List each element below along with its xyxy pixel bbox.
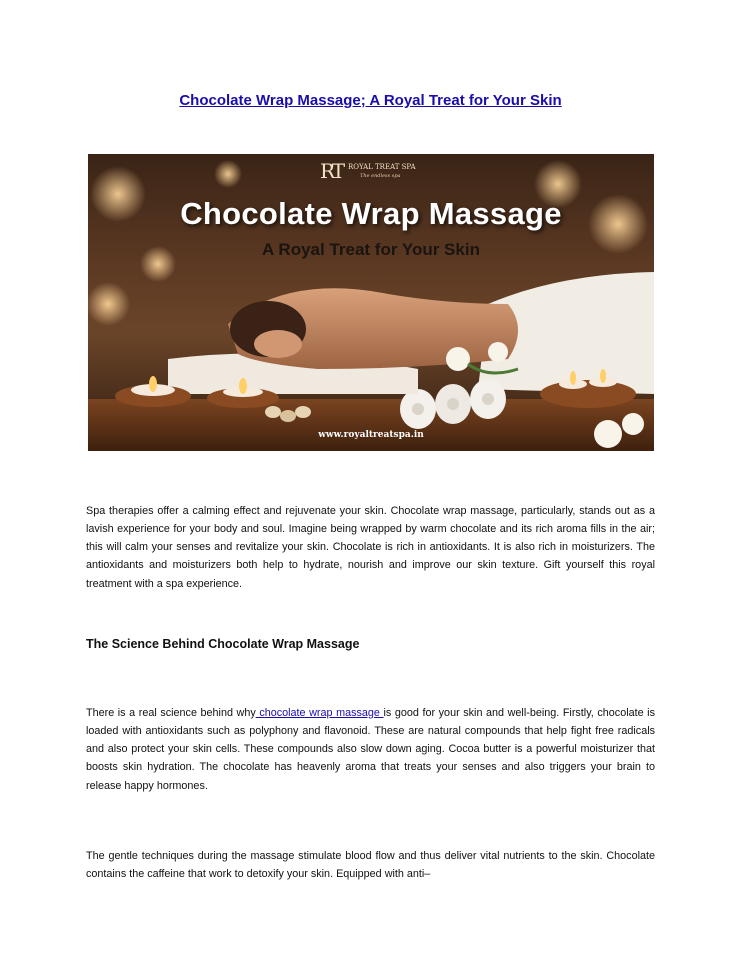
hero-subtitle: A Royal Treat for Your Skin: [262, 240, 480, 259]
logo-name: ROYAL TREAT SPA: [348, 163, 416, 171]
document-title-link[interactable]: Chocolate Wrap Massage; A Royal Treat for Your Skin: [179, 92, 562, 109]
science-paragraph-start: There is a real science behind why: [86, 706, 256, 719]
hero-image: [88, 154, 654, 451]
chocolate-wrap-massage-link[interactable]: chocolate wrap massage: [255, 706, 384, 719]
science-paragraph: [86, 704, 655, 795]
hero-title: Chocolate Wrap Massage: [180, 196, 562, 231]
logo-tagline: The endless spa: [360, 173, 401, 179]
hero-website: www.royaltreatspa.in: [318, 430, 424, 440]
woman-figure: [228, 288, 518, 369]
science-paragraph-rest: is good for your skin and well-being. Firstly, chocolate is loaded with antioxidants such as polyphony and flavonoid. These are natural compounds that help fight free radicals and also protect your skin cells. These compounds also slow down aging. Cocoa butter is a powerful moisturizer that boosts skin hydration. The chocolate has heavenly aroma that treats your senses and also triggers your brain to release happy hormones.: [86, 706, 655, 792]
document-title: [0, 92, 741, 109]
techniques-paragraph: The gentle techniques during the massage stimulate blood flow and thus deliver vital nutrients to the skin. Chocolate contains the caffeine that work to detoxify your skin. Equipped with anti–: [86, 849, 655, 880]
intro-paragraph: Spa therapies offer a calming effect and rejuvenate your skin. Chocolate wrap massage, particularly, stands out as a lavish experience for your body and soul. Imagine being wrapped by warm chocolate and its rich aroma fills in the air; this will calm your senses and revitalize your skin. Chocolate is rich in antioxidants. It is also rich in moisturizers. The antioxidants and moisturizers both help to hydrate, nourish and improve our skin texture. Gift yourself this royal treatment with a spa experience.: [86, 504, 655, 590]
spa-logo: [320, 159, 430, 187]
logo-mark: RT: [320, 159, 343, 183]
section-heading: The Science Behind Chocolate Wrap Massage: [86, 637, 360, 651]
